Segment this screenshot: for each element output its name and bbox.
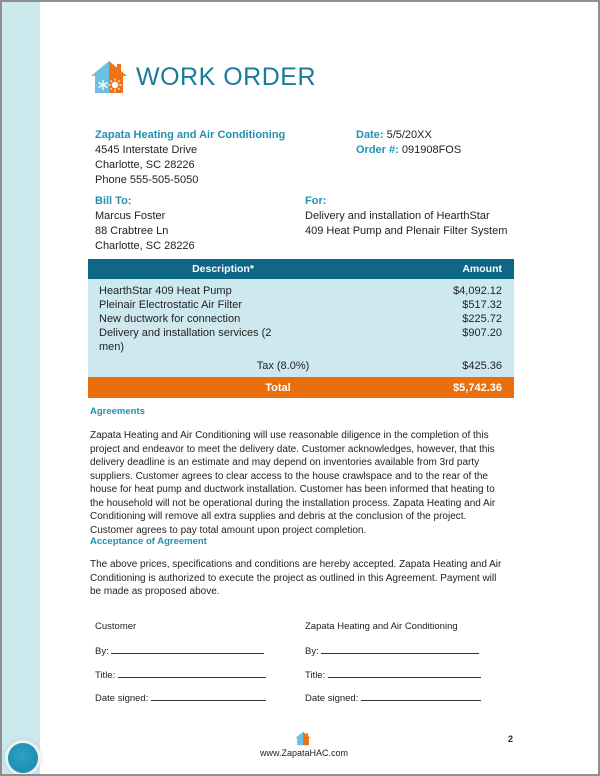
for-label: For: <box>305 195 327 207</box>
item-description: HearthStar 409 Heat Pump <box>99 285 232 297</box>
for-line2: 409 Heat Pump and Plenair Filter System <box>305 225 508 237</box>
order-number-value: 091908FOS <box>401 144 462 156</box>
table-row <box>88 326 514 354</box>
customer-date-label: Date signed: <box>95 693 149 704</box>
company-date-label: Date signed: <box>305 693 359 704</box>
total-label: Total <box>265 381 291 394</box>
company-title-label: Title: <box>305 670 326 681</box>
order-meta <box>356 128 461 158</box>
item-amount: $225.72 <box>462 313 502 325</box>
tax-row <box>88 359 514 373</box>
bill-to-address-line2: Charlotte, SC 28226 <box>95 240 195 252</box>
page-number: 2 <box>508 734 514 744</box>
document-header <box>90 60 316 94</box>
bill-to-block <box>95 194 195 254</box>
bill-to-label: Bill To: <box>95 195 132 207</box>
company-name: Zapata Heating and Air Conditioning <box>95 129 286 141</box>
company-by-label: By: <box>305 646 319 657</box>
house-heat-cool-icon <box>90 60 128 94</box>
customer-date-line[interactable] <box>151 692 266 701</box>
customer-title-label: Title: <box>95 670 116 681</box>
tax-label: Tax (8.0%) <box>256 360 310 372</box>
item-description: Pleinair Electrostatic Air Filter <box>99 299 243 311</box>
for-block <box>305 194 507 239</box>
agreements-heading: Agreements <box>90 406 145 417</box>
table-row <box>88 312 514 326</box>
footer-logo-icon <box>295 731 311 746</box>
line-items-table <box>88 259 514 398</box>
footer-website-link[interactable]: www.ZapataHAC.com <box>260 748 349 758</box>
page-title: WORK ORDER <box>136 62 316 91</box>
customer-by-line[interactable] <box>111 645 264 654</box>
company-title-line[interactable] <box>328 669 481 678</box>
tax-amount: $425.36 <box>462 360 502 372</box>
acceptance-text: The above prices, specifications and conditions are hereby accepted. Zapata Heating and Air Conditioning is authorized to execute the project as outlined in this Agreement. Payment will be made as proposed above. <box>90 559 502 597</box>
company-address-line1: 4545 Interstate Drive <box>95 144 198 156</box>
item-amount: $907.20 <box>462 327 502 339</box>
table-header <box>88 259 514 279</box>
item-amount: $517.32 <box>462 299 502 311</box>
item-description: Delivery and installation services (2 men) <box>99 327 272 353</box>
customer-by-label: By: <box>95 646 109 657</box>
bill-to-name: Marcus Foster <box>95 210 166 222</box>
column-header-amount: Amount <box>462 263 502 275</box>
company-info <box>95 128 285 188</box>
company-address-line2: Charlotte, SC 28226 <box>95 159 195 171</box>
column-header-description: Description* <box>192 263 254 275</box>
date-value: 5/5/20XX <box>386 129 432 141</box>
company-date-line[interactable] <box>361 692 481 701</box>
customer-date-field[interactable] <box>95 692 266 704</box>
total-row <box>88 377 514 398</box>
customer-title-line[interactable] <box>118 669 266 678</box>
page-navigation-button[interactable] <box>8 743 38 773</box>
acceptance-heading: Acceptance of Agreement <box>90 536 207 547</box>
customer-by-field[interactable] <box>95 645 264 657</box>
total-amount: $5,742.36 <box>453 381 502 394</box>
customer-title-field[interactable] <box>95 669 266 681</box>
company-by-line[interactable] <box>321 645 479 654</box>
company-title-field[interactable] <box>305 669 481 681</box>
order-number-label: Order #: <box>356 144 399 156</box>
company-phone: Phone 555-505-5050 <box>95 174 199 186</box>
for-line1: Delivery and installation of HearthStar <box>305 210 490 222</box>
document-page <box>2 2 598 774</box>
item-amount: $4,092.12 <box>453 285 502 297</box>
table-body <box>88 279 514 377</box>
table-row <box>88 284 514 298</box>
company-signature-heading: Zapata Heating and Air Conditioning <box>305 621 458 632</box>
agreements-text: Zapata Heating and Air Conditioning will use reasonable diligence in the completion of this project and endeavor to meet the delivery date. Customer acknowledges, however, that this delivery deadline is an estimate and may depend on inventories available from 3rd party suppliers. Customer agrees to clear access to the house crawlspace and to the rear of the house for heat pump and ductwork installation. Customer has been informed that heating to the household will not be operational during the installation process. Zapata Heating and Air Conditioning will remove all extra supplies and debris at the conclusion of the project. Customer agrees to pay total amount upon project completion. <box>90 430 496 536</box>
item-description: New ductwork for connection <box>99 313 241 325</box>
date-label: Date: <box>356 129 384 141</box>
table-row <box>88 298 514 312</box>
company-date-field[interactable] <box>305 692 481 704</box>
company-by-field[interactable] <box>305 645 479 657</box>
side-accent-strip <box>2 2 40 774</box>
customer-signature-heading: Customer <box>95 621 137 632</box>
bill-to-address-line1: 88 Crabtree Ln <box>95 225 169 237</box>
